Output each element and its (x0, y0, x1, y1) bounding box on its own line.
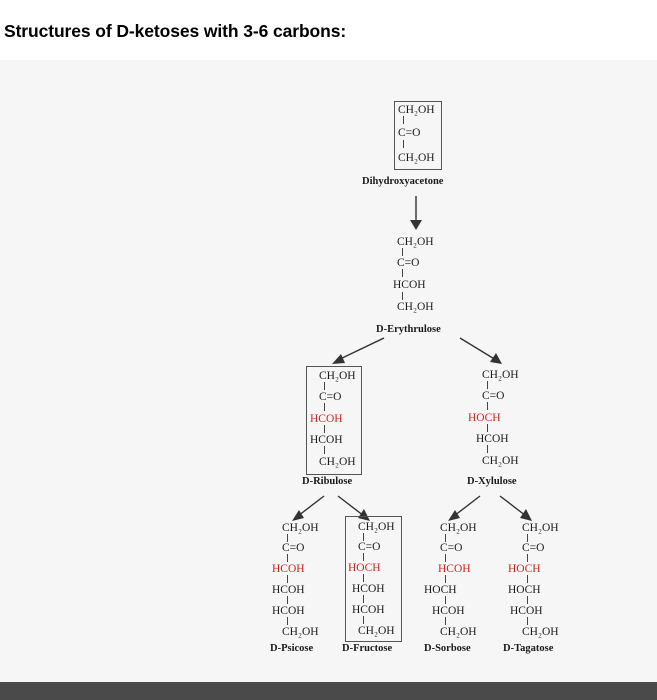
fructose-label: D-Fructose (342, 643, 393, 654)
carbon-4: HCOH (272, 584, 305, 596)
bond (324, 382, 325, 390)
tagatose-label: D-Tagatose (503, 643, 554, 654)
bond (363, 533, 364, 541)
carbon-1: CH₂OH (358, 521, 395, 533)
bond (324, 446, 325, 454)
bond (363, 616, 364, 624)
arrow-to-ribulose (330, 336, 390, 366)
carbon-2: C=O (440, 542, 463, 554)
bond (527, 534, 528, 542)
carbon-5: HCOH (272, 605, 305, 617)
dihydroxyacetone-label: Dihydroxyacetone (362, 176, 444, 187)
ribulose-label: D-Ribulose (302, 476, 353, 487)
bond (402, 248, 403, 256)
ribulose-structure (306, 366, 362, 475)
carbon-5: CH₂OH (482, 455, 519, 467)
bond (363, 574, 364, 582)
erythrulose-label: D-Erythrulose (376, 324, 441, 335)
carbon-1: CH₂OH (282, 522, 319, 534)
arrow-to-xylulose (456, 336, 506, 366)
carbon-3: HOCH (348, 562, 381, 574)
carbon-6: CH₂OH (282, 626, 319, 638)
arrow-to-erythrulose (406, 196, 426, 232)
erythrulose-structure (393, 236, 453, 321)
carbon-6: CH₂OH (522, 626, 559, 638)
carbon-2: C=O (482, 390, 505, 402)
sorbose-label: D-Sorbose (424, 643, 471, 654)
carbon-5: HCOH (352, 604, 385, 616)
carbon-1: CH₂OH (522, 522, 559, 534)
bond (445, 617, 446, 625)
dihydroxyacetone-structure (394, 101, 442, 170)
bond (363, 595, 364, 603)
bond (402, 269, 403, 277)
bond (287, 575, 288, 583)
carbon-6: CH₂OH (358, 625, 395, 637)
bond (324, 425, 325, 433)
carbon-2: C=O (397, 257, 420, 269)
photo-bottom-edge (0, 682, 657, 700)
carbon-2: C=O (319, 391, 342, 403)
bond (287, 617, 288, 625)
bond (403, 116, 404, 124)
arrow-to-sorbose (446, 494, 486, 524)
xylulose-structure (468, 369, 538, 474)
arrow-to-psicose (290, 494, 330, 524)
carbon-1: CH₂OH (482, 369, 519, 381)
carbon-2: C=O (358, 541, 381, 553)
carbon-5: HCOH (510, 605, 543, 617)
carbon-3: HOCH (468, 412, 501, 424)
bond (527, 617, 528, 625)
xylulose-label: D-Xylulose (467, 476, 517, 487)
fructose-structure (345, 516, 402, 642)
carbon-4: CH₂OH (397, 301, 434, 313)
carbon-2: C=O (282, 542, 305, 554)
carbon-3: HCOH (272, 563, 305, 575)
bond (363, 553, 364, 561)
bond (445, 596, 446, 604)
carbon-5: CH₂OH (319, 456, 356, 468)
carbon-3: CH₂OH (398, 152, 435, 164)
carbon-4: HOCH (424, 584, 457, 596)
carbon-3: HCOH (393, 279, 426, 291)
bond (402, 292, 403, 300)
carbon-2: C=O (398, 127, 421, 139)
bond (487, 402, 488, 410)
bond (445, 575, 446, 583)
bond (527, 554, 528, 562)
carbon-1: CH₂OH (398, 104, 435, 116)
carbon-6: CH₂OH (440, 626, 477, 638)
bond (445, 554, 446, 562)
psicose-structure (272, 522, 332, 642)
carbon-3: HCOH (438, 563, 471, 575)
bond (287, 554, 288, 562)
carbon-1: CH₂OH (319, 370, 356, 382)
arrow-to-tagatose (496, 494, 536, 524)
carbon-1: CH₂OH (397, 236, 434, 248)
bond (527, 596, 528, 604)
tagatose-structure (510, 522, 570, 642)
psicose-label: D-Psicose (270, 643, 314, 654)
bond (487, 381, 488, 389)
carbon-4: HCOH (310, 434, 343, 446)
carbon-4: HOCH (508, 584, 541, 596)
carbon-5: HCOH (432, 605, 465, 617)
carbon-1: CH₂OH (440, 522, 477, 534)
bond (487, 445, 488, 453)
carbon-3: HCOH (310, 413, 343, 425)
carbon-2: C=O (522, 542, 545, 554)
carbon-3: HOCH (508, 563, 541, 575)
bond (403, 140, 404, 148)
bond (527, 575, 528, 583)
bond (287, 596, 288, 604)
bond (324, 403, 325, 411)
carbon-4: HCOH (352, 583, 385, 595)
bond (287, 534, 288, 542)
sorbose-structure (424, 522, 488, 642)
bond (445, 534, 446, 542)
bond (487, 424, 488, 432)
carbon-4: HCOH (476, 433, 509, 445)
page-title: Structures of D-ketoses with 3-6 carbons: (4, 21, 347, 41)
